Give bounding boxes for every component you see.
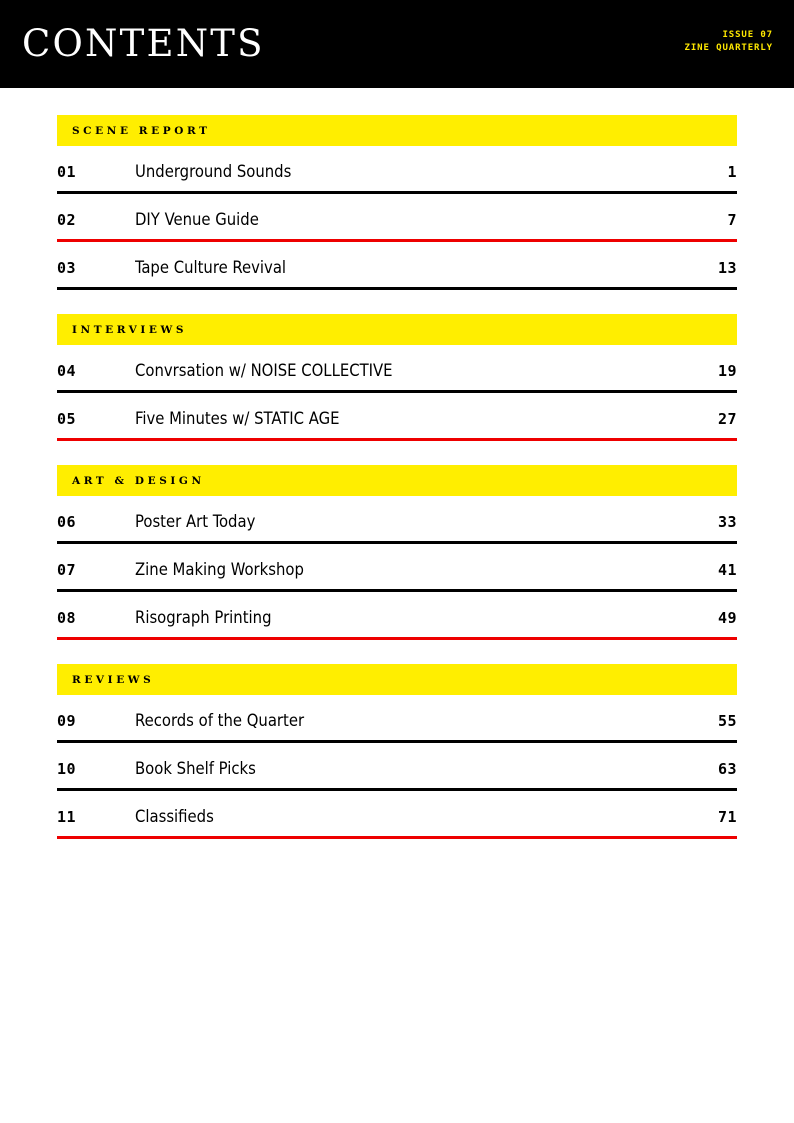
entry-title[interactable]: Book Shelf Picks xyxy=(135,759,256,778)
contents-section xyxy=(57,664,737,839)
entry-page-number: 27 xyxy=(717,410,737,428)
entry-number: 02 xyxy=(57,211,77,229)
contents-entry[interactable] xyxy=(57,393,737,438)
section-header-bar xyxy=(57,115,737,146)
entry-number: 07 xyxy=(57,561,77,579)
entry-title[interactable]: Convrsation w/ NOISE COLLECTIVE xyxy=(135,361,393,380)
contents-section xyxy=(57,465,737,640)
section-header-bar xyxy=(57,314,737,345)
masthead-meta xyxy=(685,29,773,54)
section-label: SCENE REPORT xyxy=(72,124,211,137)
section-header-bar xyxy=(57,465,737,496)
entry-divider xyxy=(57,637,737,640)
contents-entry[interactable] xyxy=(57,592,737,637)
entry-page-number: 71 xyxy=(717,808,737,826)
entry-number: 06 xyxy=(57,513,77,531)
entry-number: 04 xyxy=(57,362,77,380)
page-title: CONTENTS xyxy=(22,21,265,65)
entry-title[interactable]: Tape Culture Revival xyxy=(135,258,287,277)
entry-page-number: 49 xyxy=(717,609,737,627)
entry-number: 03 xyxy=(57,259,77,277)
entry-page-number: 7 xyxy=(727,211,737,229)
issue-label: ISSUE 07 xyxy=(722,30,773,40)
contents-entry[interactable] xyxy=(57,496,737,541)
entry-page-number: 19 xyxy=(717,362,737,380)
contents-list xyxy=(57,115,737,839)
section-header-bar xyxy=(57,664,737,695)
entry-number: 10 xyxy=(57,760,77,778)
section-label: ART & DESIGN xyxy=(72,474,205,487)
entry-page-number: 41 xyxy=(717,561,737,579)
entry-divider xyxy=(57,438,737,441)
entry-number: 08 xyxy=(57,609,77,627)
entry-page-number: 55 xyxy=(717,712,737,730)
page-masthead xyxy=(0,0,794,88)
section-label: REVIEWS xyxy=(72,673,155,686)
contents-entry[interactable] xyxy=(57,242,737,287)
entry-title[interactable]: Five Minutes w/ STATIC AGE xyxy=(135,409,340,428)
entry-title[interactable]: Zine Making Workshop xyxy=(135,560,304,579)
contents-entry[interactable] xyxy=(57,544,737,589)
entry-number: 01 xyxy=(57,163,77,181)
contents-entry[interactable] xyxy=(57,146,737,191)
contents-entry[interactable] xyxy=(57,743,737,788)
entry-page-number: 63 xyxy=(717,760,737,778)
entry-divider xyxy=(57,287,737,290)
contents-section xyxy=(57,314,737,441)
contents-entry[interactable] xyxy=(57,695,737,740)
entry-title[interactable]: Classifieds xyxy=(135,807,214,826)
publication-label: ZINE QUARTERLY xyxy=(684,42,773,53)
contents-entry[interactable] xyxy=(57,345,737,390)
entry-number: 11 xyxy=(57,808,77,826)
section-label: INTERVIEWS xyxy=(72,323,188,336)
contents-section xyxy=(57,115,737,290)
entry-title[interactable]: Underground Sounds xyxy=(135,162,292,181)
entry-page-number: 1 xyxy=(727,163,737,181)
entry-page-number: 33 xyxy=(717,513,737,531)
entry-title[interactable]: Poster Art Today xyxy=(135,512,256,531)
entry-number: 09 xyxy=(57,712,77,730)
entry-number: 05 xyxy=(57,410,77,428)
entry-divider xyxy=(57,836,737,839)
entry-page-number: 13 xyxy=(717,259,737,277)
entry-title[interactable]: Risograph Printing xyxy=(135,608,272,627)
contents-entry[interactable] xyxy=(57,194,737,239)
entry-title[interactable]: DIY Venue Guide xyxy=(135,210,259,229)
entry-title[interactable]: Records of the Quarter xyxy=(135,711,305,730)
contents-entry[interactable] xyxy=(57,791,737,836)
